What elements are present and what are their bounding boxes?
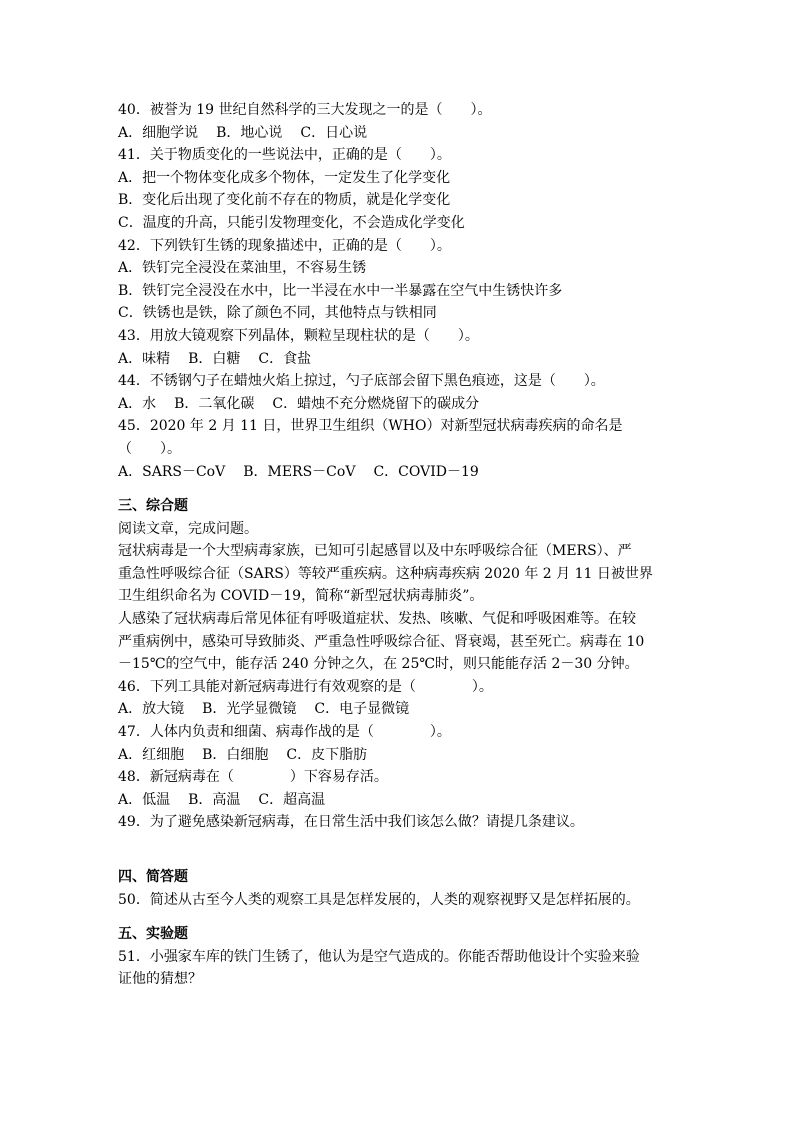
reading-intro: 阅读文章，完成问题。 bbox=[118, 520, 258, 537]
question-46-stem: 46．下列工具能对新冠病毒进行有效观察的是（ ）。 bbox=[118, 678, 493, 695]
question-40-options bbox=[118, 122, 698, 145]
question-46-options bbox=[118, 698, 698, 721]
question-content bbox=[118, 99, 698, 991]
option-a: A．味精 bbox=[118, 350, 171, 367]
section-3-heading: 三、综合题 bbox=[118, 498, 188, 515]
option-b: B．白细胞 bbox=[202, 746, 269, 763]
question-43-options bbox=[118, 348, 698, 371]
question-44-options bbox=[118, 393, 698, 416]
question-48-options bbox=[118, 789, 698, 812]
question-41-option-c: C．温度的升高，只能引发物理变化，不会造成化学变化 bbox=[118, 214, 465, 231]
passage-line: 人感染了冠状病毒后常见体征有呼吸道症状、发热、咳嗽、气促和呼吸困难等。在较 bbox=[118, 611, 636, 628]
question-47-stem: 47．人体内负责和细菌、病毒作战的是（ ）。 bbox=[118, 724, 451, 741]
question-51-stem-line2: 证他的猜想？ bbox=[118, 971, 202, 988]
passage-line: 重急性呼吸综合征（SARS）等较严重疾病。这种病毒疾病 2020 年 2 月 11 日被世界 bbox=[118, 565, 653, 582]
option-c: C．日心说 bbox=[300, 124, 368, 141]
option-b: B．白糖 bbox=[188, 350, 241, 367]
question-41-option-a: A．把一个物体变化成多个物体，一定发生了化学变化 bbox=[118, 169, 451, 186]
question-47-options bbox=[118, 744, 698, 767]
question-42-option-a: A．铁钉完全浸没在菜油里，不容易生锈 bbox=[118, 260, 367, 277]
question-42-stem: 42．下列铁钉生锈的现象描述中，正确的是（ ）。 bbox=[118, 237, 451, 254]
question-50-stem: 50．简述从古至今人类的观察工具是怎样发展的，人类的观察视野又是怎样拓展的。 bbox=[118, 891, 640, 908]
option-c: C．超高温 bbox=[258, 791, 326, 808]
option-c: C．电子显微镜 bbox=[314, 701, 410, 718]
question-48-stem: 48．新冠病毒在（ ）下容易存活。 bbox=[118, 769, 388, 786]
question-45-stem-line1: 45．2020 年 2 月 11 日，世界卫生组织（WHO）对新型冠状病毒疾病的命名是 bbox=[118, 418, 623, 435]
option-b: B．光学显微镜 bbox=[202, 701, 297, 718]
passage-line: －15℃的空气中，能存活 240 分钟之久，在 25℃时，则只能能存活 2－30 分钟。 bbox=[118, 656, 639, 673]
option-a: A．细胞学说 bbox=[118, 124, 199, 141]
question-49-stem: 49．为了避免感染新冠病毒，在日常生活中我们该怎么做？请提几条建议。 bbox=[118, 814, 584, 831]
option-b: B．MERS－CoV bbox=[243, 463, 356, 480]
section-4-heading: 四、简答题 bbox=[118, 869, 188, 885]
option-b: B．二氧化碳 bbox=[174, 395, 255, 412]
option-c: C．蜡烛不充分燃烧留下的碳成分 bbox=[272, 395, 480, 412]
section-5-heading: 五、实验题 bbox=[118, 926, 188, 943]
question-40-stem: 40．被誉为 19 世纪自然科学的三大发现之一的是（ ）。 bbox=[118, 102, 492, 118]
question-41-stem: 41．关于物质变化的一些说法中，正确的是（ ）。 bbox=[118, 147, 451, 164]
option-c: C．食盐 bbox=[258, 350, 312, 367]
option-a: A．红细胞 bbox=[118, 746, 185, 763]
option-c: C．皮下脂肪 bbox=[286, 746, 368, 763]
question-42-option-b: B．铁钉完全浸没在水中，比一半浸在水中一半暴露在空气中生锈快许多 bbox=[118, 282, 563, 299]
option-c: C．COVID－19 bbox=[373, 463, 479, 480]
passage-line: 严重病例中，感染可导致肺炎、严重急性呼吸综合征、肾衰竭，甚至死亡。病毒在 10 bbox=[118, 633, 645, 650]
option-a: A．低温 bbox=[118, 791, 171, 808]
question-45-options bbox=[118, 461, 698, 484]
option-a: A．水 bbox=[118, 395, 157, 412]
option-a: A．SARS－CoV bbox=[118, 463, 226, 480]
option-a: A．放大镜 bbox=[118, 701, 185, 718]
option-b: B．地心说 bbox=[216, 124, 283, 141]
question-44-stem: 44．不锈钢勺子在蜡烛火焰上掠过，勺子底部会留下黑色痕迹，这是（ ）。 bbox=[118, 373, 605, 390]
passage-line: 卫生组织命名为 COVID－19，简称“新型冠状病毒肺炎”。 bbox=[118, 588, 484, 605]
passage-line: 冠状病毒是一个大型病毒家族，已知可引起感冒以及中东呼吸综合征（MERS）、严 bbox=[118, 543, 632, 560]
question-41-option-b: B．变化后出现了变化前不存在的物质，就是化学变化 bbox=[118, 192, 451, 209]
question-45-stem-line2: （ ）。 bbox=[118, 440, 181, 457]
question-51-stem-line1: 51．小强家车库的铁门生锈了，他认为是空气造成的。你能否帮助他设计个实验来验 bbox=[118, 948, 640, 965]
option-b: B．高温 bbox=[188, 791, 241, 808]
question-43-stem: 43．用放大镜观察下列晶体，颗粒呈现柱状的是（ ）。 bbox=[118, 327, 479, 344]
question-42-option-c: C．铁锈也是铁，除了颜色不同，其他特点与铁相同 bbox=[118, 305, 437, 322]
